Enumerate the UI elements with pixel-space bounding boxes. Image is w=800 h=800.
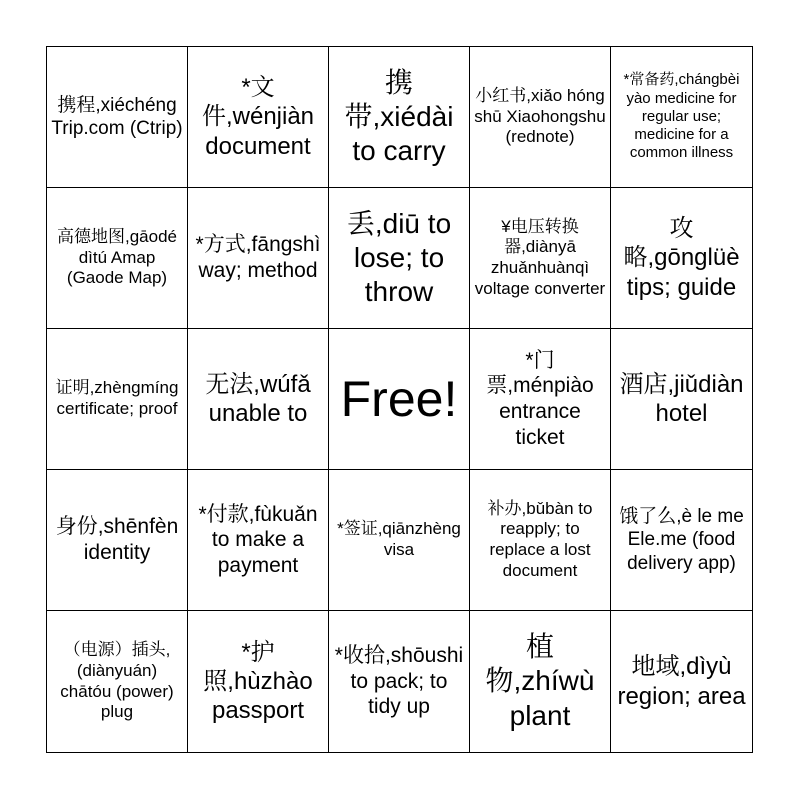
bingo-cell[interactable]	[470, 611, 611, 752]
free-space-cell[interactable]	[329, 329, 470, 470]
bingo-cell[interactable]	[611, 470, 752, 611]
cell-text: 携程,xiéchéng Trip.com (Ctrip)	[51, 94, 183, 139]
bingo-cell[interactable]	[188, 47, 329, 188]
bingo-cell[interactable]	[188, 329, 329, 470]
bingo-cell[interactable]	[470, 47, 611, 188]
cell-text: *付款,fùkuǎn to make a payment	[198, 502, 318, 577]
bingo-cell[interactable]	[47, 329, 188, 470]
cell-text: *护照,hùzhào passport	[203, 638, 313, 725]
cell-text: 攻略,gōnglüè tips; guide	[623, 215, 740, 301]
cell-text: *门票,ménpiào entrance ticket	[486, 348, 594, 449]
cell-text: （电源）插头,(diànyuán) chātóu (power) plug	[60, 640, 174, 722]
bingo-cell[interactable]	[47, 470, 188, 611]
cell-text: 地域,dìyù region; area	[617, 653, 746, 710]
bingo-cell[interactable]	[470, 188, 611, 329]
cell-text: 饿了么,è le me Ele.me (food delivery app)	[619, 506, 744, 574]
bingo-cell[interactable]	[329, 188, 470, 329]
bingo-cell[interactable]	[470, 470, 611, 611]
cell-text: 植物,zhíwù plant	[485, 631, 595, 731]
cell-text: *方式,fāngshì way; method	[195, 233, 321, 282]
cell-text: 酒店,jiǔdiàn hotel	[619, 370, 744, 427]
bingo-cell[interactable]	[470, 329, 611, 470]
cell-text: 补办,bǔbàn to reapply; to replace a lost document	[487, 498, 593, 580]
bingo-cell[interactable]	[611, 47, 752, 188]
bingo-cell[interactable]	[611, 611, 752, 752]
bingo-cell[interactable]	[329, 470, 470, 611]
bingo-cell[interactable]	[329, 611, 470, 752]
cell-text: *签证,qiānzhèng visa	[337, 519, 461, 559]
bingo-cell[interactable]	[329, 47, 470, 188]
bingo-cell[interactable]	[47, 188, 188, 329]
bingo-cell[interactable]	[611, 188, 752, 329]
cell-text: *收拾,shōushi to pack; to tidy up	[334, 644, 464, 719]
bingo-board	[46, 46, 753, 753]
free-space-label: Free!	[340, 370, 458, 427]
bingo-cell[interactable]	[47, 611, 188, 752]
cell-text: 身份,shēnfèn identity	[55, 515, 179, 564]
cell-text: *文件,wénjiàn document	[201, 74, 315, 160]
bingo-cell[interactable]	[188, 611, 329, 752]
cell-text: 无法,wúfǎ unable to	[205, 370, 311, 427]
cell-text: 高德地图,gāodé dìtú Amap (Gaode Map)	[57, 226, 177, 288]
cell-text: 小红书,xiǎo hóng shū Xiaohongshu (rednote)	[474, 85, 606, 147]
bingo-cell[interactable]	[188, 188, 329, 329]
cell-text: ¥电压转换器,diànyā zhuǎnhuànqì voltage converter	[474, 216, 606, 298]
cell-text: 丢,diū to lose; to throw	[346, 207, 452, 308]
cell-text: *常备药,chángbèi yào medicine for regular use; medicine for a common illness	[623, 71, 740, 162]
bingo-cell[interactable]	[611, 329, 752, 470]
bingo-cell[interactable]	[47, 47, 188, 188]
cell-text: 携带,xiédài to carry	[344, 66, 454, 167]
cell-text: 证明,zhèngmíng certificate; proof	[55, 378, 179, 418]
bingo-cell[interactable]	[188, 470, 329, 611]
